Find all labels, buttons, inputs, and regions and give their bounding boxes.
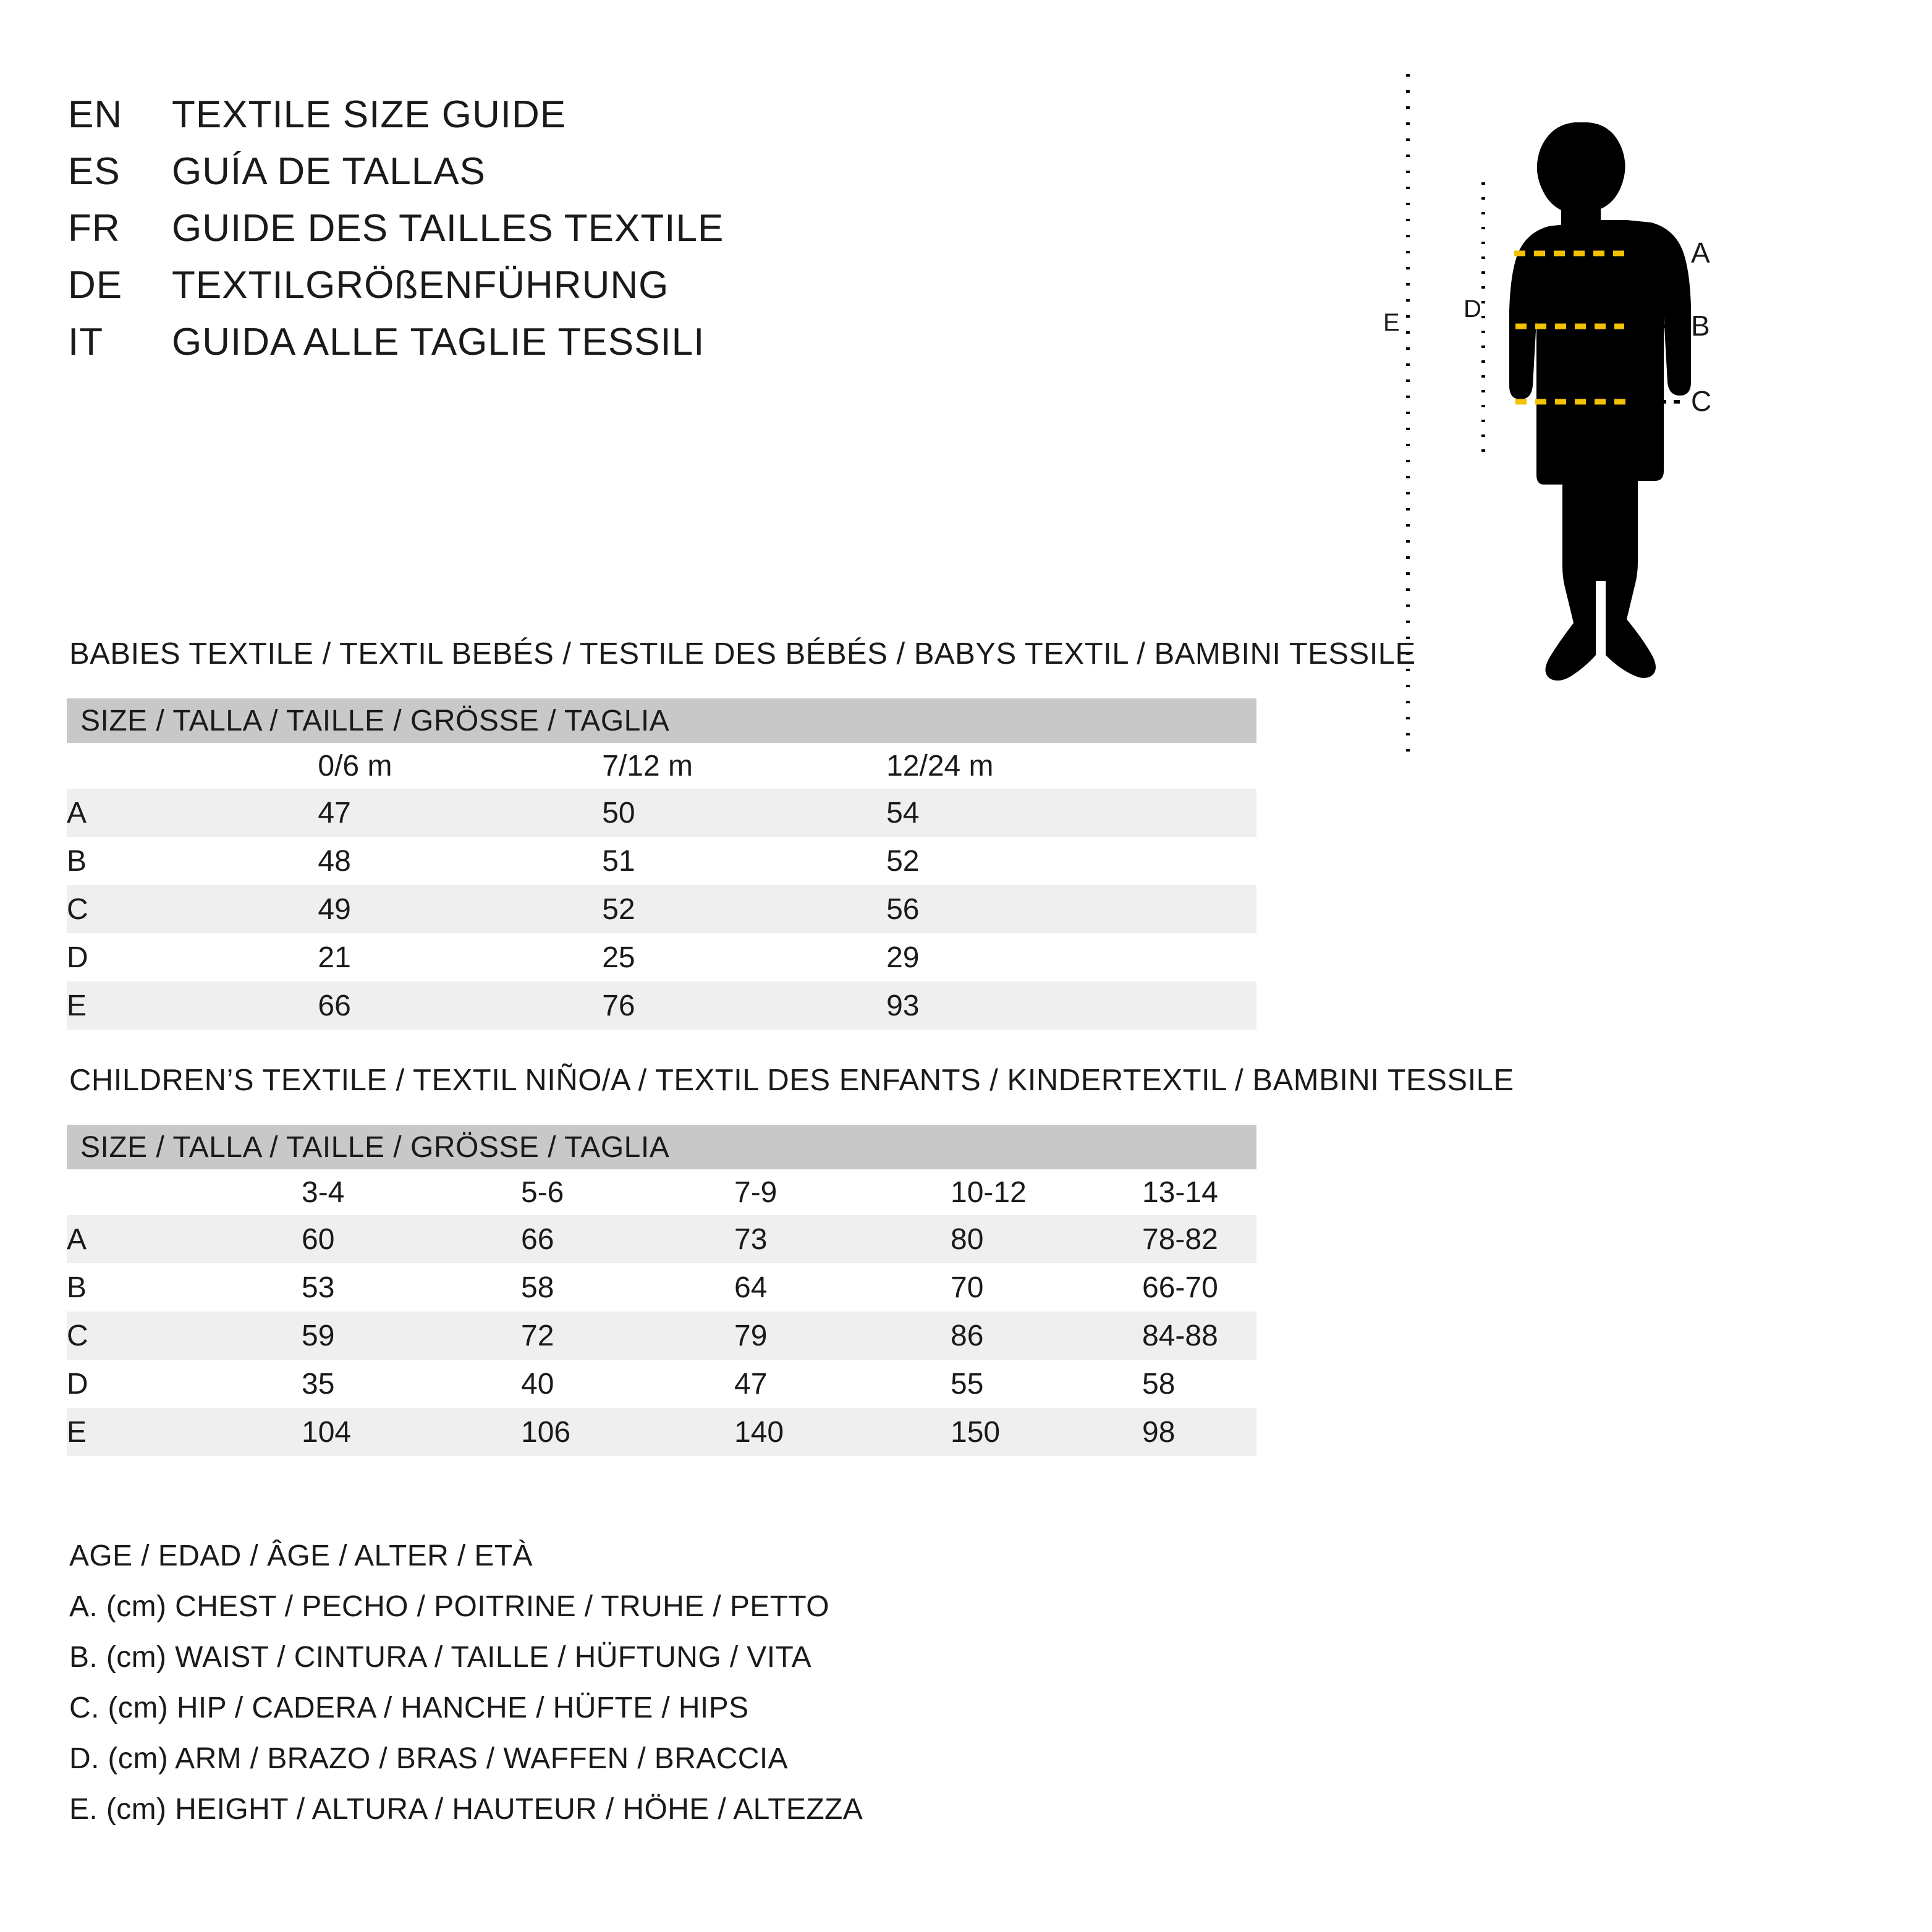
babies-cell-b-2: 52 <box>886 837 1256 885</box>
children-cell-c-1: 72 <box>521 1311 734 1360</box>
children-cell-a-0: 60 <box>302 1215 521 1263</box>
babies-cell-b-1: 51 <box>602 837 886 885</box>
children-cell-c-0: 59 <box>302 1311 521 1360</box>
language-title-it: GUIDA ALLE TAGLIE TESSILI <box>172 321 705 363</box>
children-cell-b-0: 53 <box>302 1263 521 1311</box>
babies-section-heading: BABIES TEXTILE / TEXTIL BEBÉS / TESTILE DES BÉBÉS / BABYS TEXTIL / BAMBINI TESSILE <box>69 637 1416 671</box>
table-row <box>67 789 1256 837</box>
babies-column-header-1: 7/12 m <box>602 743 886 789</box>
children-cell-a-4: 78-82 <box>1142 1215 1256 1263</box>
table-row <box>67 933 1256 981</box>
children-cell-b-2: 64 <box>734 1263 951 1311</box>
table-row <box>67 885 1256 933</box>
children-column-header-1: 5-6 <box>521 1169 734 1215</box>
children-cell-e-1: 106 <box>521 1408 734 1456</box>
children-column-header-0: 3-4 <box>302 1169 521 1215</box>
children-row-label-e: E <box>67 1408 302 1456</box>
children-row-label-b: B <box>67 1263 302 1311</box>
table-row <box>67 1263 1256 1311</box>
children-cell-d-3: 55 <box>951 1360 1142 1408</box>
children-cell-d-1: 40 <box>521 1360 734 1408</box>
children-cell-a-3: 80 <box>951 1215 1142 1263</box>
table-row <box>67 837 1256 885</box>
language-title-fr: GUIDE DES TAILLES TEXTILE <box>172 207 724 250</box>
children-row-label-d: D <box>67 1360 302 1408</box>
language-title-de: TEXTILGRÖßENFÜHRUNG <box>172 264 669 307</box>
language-row-it <box>68 320 1242 377</box>
babies-cell-c-1: 52 <box>602 885 886 933</box>
babies-cell-e-2: 93 <box>886 981 1256 1030</box>
figure-label-e: E <box>1383 309 1400 336</box>
children-column-header-3: 10-12 <box>951 1169 1142 1215</box>
babies-cell-a-1: 50 <box>602 789 886 837</box>
figure-label-b: B <box>1691 310 1710 342</box>
children-cell-e-2: 140 <box>734 1408 951 1456</box>
children-table-title-row <box>67 1125 1256 1169</box>
measurement-legend <box>69 1539 1429 1843</box>
babies-size-table <box>67 698 1256 1030</box>
legend-line-hip: C. (cm) HIP / CADERA / HANCHE / HÜFTE / HIPS <box>69 1692 749 1724</box>
babies-row-label-b: B <box>67 837 318 885</box>
children-row-label-a: A <box>67 1215 302 1263</box>
figure-label-d: D <box>1464 295 1481 323</box>
children-cell-c-2: 79 <box>734 1311 951 1360</box>
table-row <box>67 1311 1256 1360</box>
language-title-en: TEXTILE SIZE GUIDE <box>172 93 567 136</box>
table-row <box>67 1215 1256 1263</box>
children-header-corner <box>67 1169 302 1215</box>
babies-cell-d-2: 29 <box>886 933 1256 981</box>
babies-cell-d-0: 21 <box>318 933 602 981</box>
babies-cell-b-0: 48 <box>318 837 602 885</box>
babies-column-header-0: 0/6 m <box>318 743 602 789</box>
babies-row-label-a: A <box>67 789 318 837</box>
babies-row-label-e: E <box>67 981 318 1030</box>
children-cell-c-4: 84-88 <box>1142 1311 1256 1360</box>
children-cell-c-3: 86 <box>951 1311 1142 1360</box>
legend-line-chest: A. (cm) CHEST / PECHO / POITRINE / TRUHE / PETTO <box>69 1590 830 1623</box>
children-cell-d-2: 47 <box>734 1360 951 1408</box>
children-cell-e-0: 104 <box>302 1408 521 1456</box>
language-row-de <box>68 263 1242 320</box>
figure-label-c: C <box>1691 385 1712 417</box>
children-cell-b-1: 58 <box>521 1263 734 1311</box>
babies-cell-c-2: 56 <box>886 885 1256 933</box>
figure-label-a: A <box>1691 237 1710 269</box>
language-code-fr: FR <box>68 207 121 250</box>
children-column-header-4: 13-14 <box>1142 1169 1256 1215</box>
children-column-header-2: 7-9 <box>734 1169 951 1215</box>
table-row <box>67 1408 1256 1456</box>
children-cell-a-1: 66 <box>521 1215 734 1263</box>
language-title-block <box>68 93 1242 377</box>
language-code-de: DE <box>68 264 123 307</box>
babies-row-label-c: C <box>67 885 318 933</box>
legend-line-arm: D. (cm) ARM / BRAZO / BRAS / WAFFEN / BRACCIA <box>69 1742 788 1775</box>
babies-header-corner <box>67 743 318 789</box>
language-code-it: IT <box>68 321 104 363</box>
legend-line-height: E. (cm) HEIGHT / ALTURA / HAUTEUR / HÖHE / ALTEZZA <box>69 1793 863 1826</box>
babies-table-title: SIZE / TALLA / TAILLE / GRÖSSE / TAGLIA <box>67 698 1256 743</box>
legend-line-waist: B. (cm) WAIST / CINTURA / TAILLE / HÜFTUNG / VITA <box>69 1641 812 1674</box>
children-cell-b-3: 70 <box>951 1263 1142 1311</box>
babies-cell-c-0: 49 <box>318 885 602 933</box>
language-code-en: EN <box>68 93 123 136</box>
babies-cell-a-0: 47 <box>318 789 602 837</box>
babies-row-label-d: D <box>67 933 318 981</box>
babies-table-title-row <box>67 698 1256 743</box>
children-cell-d-0: 35 <box>302 1360 521 1408</box>
children-size-table <box>67 1125 1256 1456</box>
legend-line-age: AGE / EDAD / ÂGE / ALTER / ETÀ <box>69 1540 533 1572</box>
babies-cell-d-1: 25 <box>602 933 886 981</box>
language-title-es: GUÍA DE TALLAS <box>172 150 486 193</box>
children-section-heading: CHILDREN’S TEXTILE / TEXTIL NIÑO/A / TEXTIL DES ENFANTS / KINDERTEXTIL / BAMBINI TESSILE <box>69 1064 1514 1097</box>
babies-column-header-2: 12/24 m <box>886 743 1256 789</box>
children-table-title: SIZE / TALLA / TAILLE / GRÖSSE / TAGLIA <box>67 1125 1256 1169</box>
children-column-header-row <box>67 1169 1256 1215</box>
language-row-en <box>68 93 1242 150</box>
table-row <box>67 981 1256 1030</box>
babies-cell-e-1: 76 <box>602 981 886 1030</box>
children-cell-b-4: 66-70 <box>1142 1263 1256 1311</box>
babies-column-header-row <box>67 743 1256 789</box>
language-row-fr <box>68 206 1242 263</box>
measurement-figure <box>1378 68 1891 766</box>
children-cell-e-4: 98 <box>1142 1408 1256 1456</box>
language-code-es: ES <box>68 150 121 193</box>
children-cell-a-2: 73 <box>734 1215 951 1263</box>
children-cell-d-4: 58 <box>1142 1360 1256 1408</box>
children-row-label-c: C <box>67 1311 302 1360</box>
language-row-es <box>68 150 1242 206</box>
table-row <box>67 1360 1256 1408</box>
children-cell-e-3: 150 <box>951 1408 1142 1456</box>
babies-cell-a-2: 54 <box>886 789 1256 837</box>
babies-cell-e-0: 66 <box>318 981 602 1030</box>
